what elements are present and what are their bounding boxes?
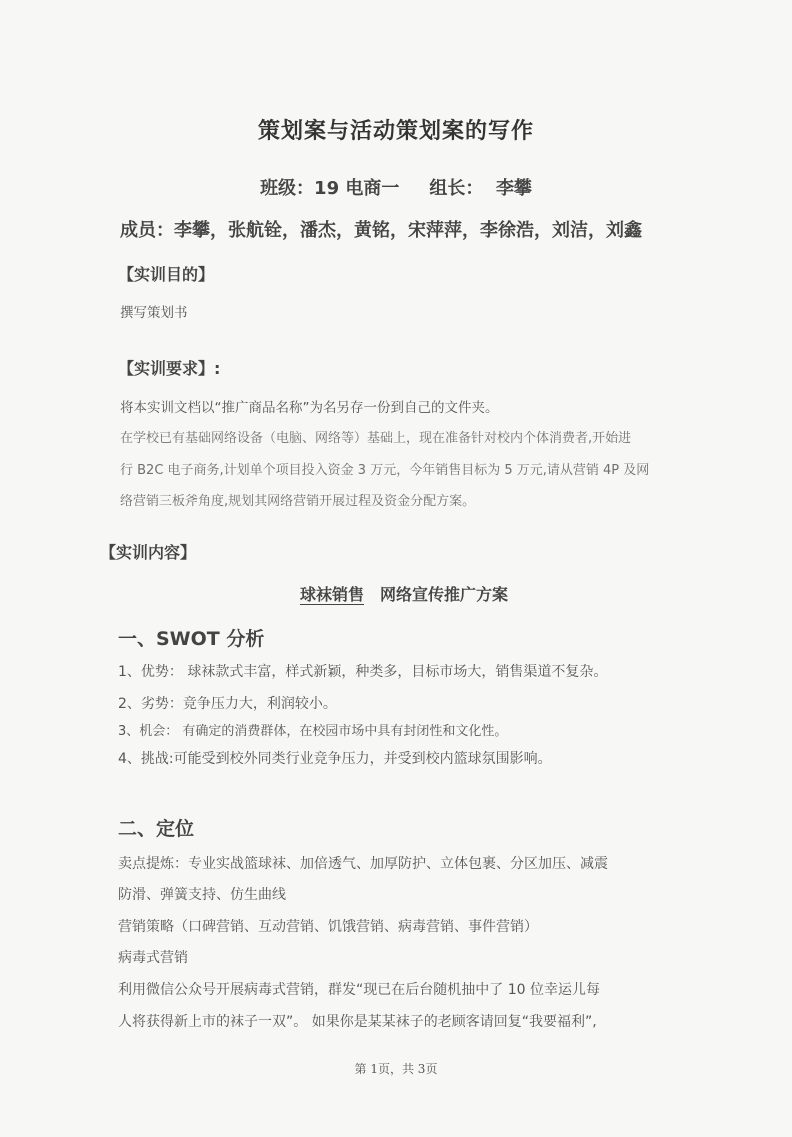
leader-name: 李攀 bbox=[495, 178, 532, 199]
positioning-line: 病毒式营销 bbox=[118, 950, 188, 966]
swot-heading: 一、SWOT 分析 bbox=[118, 628, 265, 650]
purpose-text: 撰写策划书 bbox=[120, 305, 188, 321]
plan-title bbox=[0, 582, 792, 605]
class-leader-line bbox=[0, 174, 792, 200]
swot-item: 3、机会： 有确定的消费群体，在校园市场中具有封闭性和文化性。 bbox=[118, 724, 508, 739]
plan-title-rest: 网络宣传推广方案 bbox=[380, 585, 509, 604]
purpose-heading: 【实训目的】 bbox=[118, 265, 215, 284]
swot-item: 4、挑战:可能受到校外同类行业竞争压力，并受到校内篮球氛围影响。 bbox=[118, 751, 552, 767]
content-heading: 【实训内容】 bbox=[100, 543, 197, 562]
positioning-line: 人将获得新上市的袜子一双”。 如果你是某某袜子的老顾客请回复“我要福利”, bbox=[118, 1014, 597, 1030]
page-footer: 第 1页，共 3页 bbox=[354, 1062, 438, 1076]
positioning-line: 营销策略（口碑营销、互动营销、饥饿营销、病毒营销、事件营销） bbox=[118, 919, 538, 935]
swot-item: 2、劣势：竞争压力大，利润较小。 bbox=[118, 696, 337, 712]
swot-item: 1、优势： 球袜款式丰富，样式新颖，种类多，目标市场大，销售渠道不复杂。 bbox=[118, 664, 608, 680]
requirements-line: 在学校已有基础网络设备（电脑、网络等）基础上，现在准备针对校内个体消费者,开始进 bbox=[120, 431, 632, 446]
requirements-line: 络营销三板斧角度,规划其网络营销开展过程及资金分配方案。 bbox=[120, 494, 476, 509]
positioning-line: 利用微信公众号开展病毒式营销，群发“现已在后台随机抽中了 10 位幸运儿每 bbox=[118, 982, 600, 998]
positioning-line: 卖点提炼：专业实战篮球袜、加倍透气、加厚防护、立体包裹、分区加压、减震 bbox=[118, 856, 608, 872]
requirements-line: 将本实训文档以“推广商品名称”为名另存一份到自己的文件夹。 bbox=[120, 400, 499, 416]
positioning-line: 防滑、弹簧支持、仿生曲线 bbox=[118, 887, 286, 903]
class-label: 班级：19 电商一 bbox=[260, 178, 400, 199]
requirements-heading: 【实训要求】: bbox=[118, 359, 221, 378]
requirements-line: 行 B2C 电子商务,计划单个项目投入资金 3 万元，今年销售目标为 5 万元,请从营销 4P 及网 bbox=[120, 463, 650, 478]
positioning-heading: 二、定位 bbox=[118, 818, 195, 840]
leader-label: 组长： bbox=[429, 178, 484, 199]
plan-title-product: 球袜销售 bbox=[299, 585, 364, 604]
document-title: 策划案与活动策划案的写作 bbox=[257, 119, 534, 144]
members-line: 成员：李攀，张航铨，潘杰，黄铭，宋萍萍，李徐浩，刘洁，刘鑫 bbox=[120, 220, 642, 241]
